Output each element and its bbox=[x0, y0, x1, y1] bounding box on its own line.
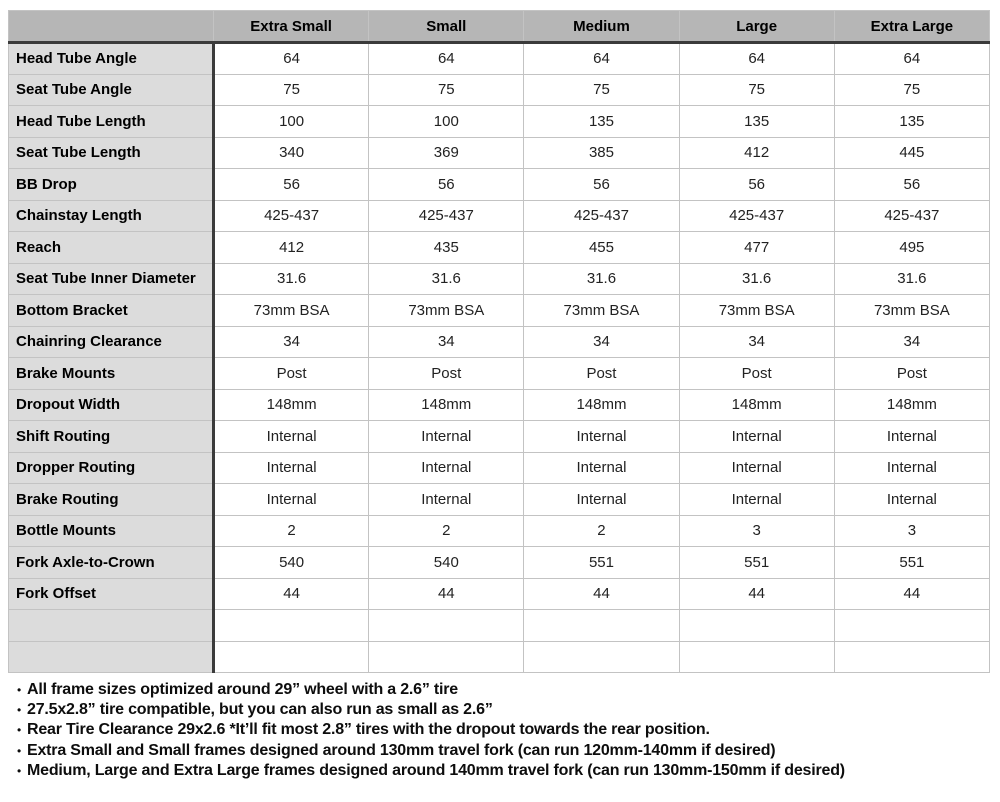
cell-value: 44 bbox=[214, 578, 369, 610]
cell-value: Internal bbox=[679, 421, 834, 453]
cell-value: Post bbox=[214, 358, 369, 390]
cell-value: 477 bbox=[679, 232, 834, 264]
cell-value: Internal bbox=[524, 421, 679, 453]
cell-value: 31.6 bbox=[834, 263, 989, 295]
cell-value bbox=[214, 641, 369, 673]
note-item bbox=[9, 700, 991, 720]
cell-value: Internal bbox=[369, 421, 524, 453]
cell-value: 445 bbox=[834, 137, 989, 169]
geometry-table bbox=[8, 10, 990, 673]
cell-value: Internal bbox=[524, 484, 679, 516]
cell-value: 135 bbox=[524, 106, 679, 138]
cell-value: 369 bbox=[369, 137, 524, 169]
cell-value: 34 bbox=[524, 326, 679, 358]
cell-value: 44 bbox=[679, 578, 834, 610]
cell-value: Post bbox=[679, 358, 834, 390]
cell-value: Internal bbox=[834, 452, 989, 484]
cell-value: 3 bbox=[834, 515, 989, 547]
cell-value: Post bbox=[834, 358, 989, 390]
cell-value: 31.6 bbox=[524, 263, 679, 295]
cell-value: 425-437 bbox=[369, 200, 524, 232]
cell-value: 135 bbox=[834, 106, 989, 138]
cell-value: 425-437 bbox=[834, 200, 989, 232]
note-text: All frame sizes optimized around 29” wheel with a 2.6” tire bbox=[27, 681, 458, 698]
cell-value: 75 bbox=[214, 74, 369, 106]
cell-value: Internal bbox=[214, 421, 369, 453]
table-row bbox=[9, 452, 990, 484]
cell-value: Internal bbox=[369, 484, 524, 516]
cell-value: Post bbox=[369, 358, 524, 390]
cell-value: 435 bbox=[369, 232, 524, 264]
row-label: Brake Mounts bbox=[9, 358, 214, 390]
cell-value: 412 bbox=[679, 137, 834, 169]
cell-value: Post bbox=[524, 358, 679, 390]
table-body bbox=[9, 43, 990, 673]
row-label: Dropper Routing bbox=[9, 452, 214, 484]
cell-value: 64 bbox=[369, 43, 524, 75]
cell-value: Internal bbox=[214, 452, 369, 484]
cell-value: 75 bbox=[524, 74, 679, 106]
cell-value: 73mm BSA bbox=[679, 295, 834, 327]
row-label bbox=[9, 610, 214, 642]
cell-value: 100 bbox=[369, 106, 524, 138]
cell-value: 44 bbox=[834, 578, 989, 610]
cell-value: 56 bbox=[834, 169, 989, 201]
cell-value: 385 bbox=[524, 137, 679, 169]
cell-value: Internal bbox=[834, 421, 989, 453]
row-label: Bottle Mounts bbox=[9, 515, 214, 547]
cell-value: 73mm BSA bbox=[214, 295, 369, 327]
cell-value: 75 bbox=[679, 74, 834, 106]
row-label: Dropout Width bbox=[9, 389, 214, 421]
cell-value: 34 bbox=[834, 326, 989, 358]
cell-value: 75 bbox=[369, 74, 524, 106]
cell-value bbox=[524, 610, 679, 642]
table-row bbox=[9, 137, 990, 169]
bullet-icon: • bbox=[17, 703, 22, 718]
cell-value: 64 bbox=[214, 43, 369, 75]
size-column-header: Small bbox=[369, 11, 524, 43]
cell-value: 551 bbox=[524, 547, 679, 579]
cell-value bbox=[834, 641, 989, 673]
size-header-row bbox=[9, 11, 990, 43]
row-label bbox=[9, 641, 214, 673]
table-row bbox=[9, 515, 990, 547]
note-item bbox=[9, 680, 991, 700]
note-item bbox=[9, 720, 991, 740]
cell-value: 31.6 bbox=[214, 263, 369, 295]
cell-value bbox=[214, 610, 369, 642]
cell-value: 64 bbox=[679, 43, 834, 75]
cell-value: 2 bbox=[369, 515, 524, 547]
cell-value: 2 bbox=[524, 515, 679, 547]
cell-value bbox=[369, 641, 524, 673]
row-label: Bottom Bracket bbox=[9, 295, 214, 327]
bullet-icon: • bbox=[17, 683, 22, 697]
bullet-icon: • bbox=[17, 723, 22, 738]
notes-list bbox=[9, 680, 991, 781]
cell-value: 100 bbox=[214, 106, 369, 138]
cell-value: 425-437 bbox=[679, 200, 834, 232]
cell-value: 551 bbox=[834, 547, 989, 579]
cell-value bbox=[679, 641, 834, 673]
table-row bbox=[9, 169, 990, 201]
table-row bbox=[9, 200, 990, 232]
table-row bbox=[9, 484, 990, 516]
cell-value: 540 bbox=[214, 547, 369, 579]
row-label: Shift Routing bbox=[9, 421, 214, 453]
table-row bbox=[9, 578, 990, 610]
cell-value: 3 bbox=[679, 515, 834, 547]
row-label: Chainstay Length bbox=[9, 200, 214, 232]
cell-value: 64 bbox=[524, 43, 679, 75]
size-column-header: Large bbox=[679, 11, 834, 43]
cell-value: 73mm BSA bbox=[834, 295, 989, 327]
table-row bbox=[9, 389, 990, 421]
row-label: Chainring Clearance bbox=[9, 326, 214, 358]
table-row bbox=[9, 232, 990, 264]
table-row bbox=[9, 610, 990, 642]
cell-value: 551 bbox=[679, 547, 834, 579]
cell-value: 540 bbox=[369, 547, 524, 579]
cell-value: Internal bbox=[834, 484, 989, 516]
cell-value: 73mm BSA bbox=[369, 295, 524, 327]
cell-value: 44 bbox=[524, 578, 679, 610]
row-label: Fork Offset bbox=[9, 578, 214, 610]
table-row bbox=[9, 43, 990, 75]
row-label: Seat Tube Length bbox=[9, 137, 214, 169]
table-row bbox=[9, 547, 990, 579]
cell-value: 34 bbox=[369, 326, 524, 358]
cell-value: 56 bbox=[679, 169, 834, 201]
row-label: Seat Tube Angle bbox=[9, 74, 214, 106]
cell-value: Internal bbox=[679, 484, 834, 516]
cell-value: 412 bbox=[214, 232, 369, 264]
table-row bbox=[9, 358, 990, 390]
cell-value: 64 bbox=[834, 43, 989, 75]
cell-value bbox=[679, 610, 834, 642]
table-row bbox=[9, 295, 990, 327]
corner-cell bbox=[9, 11, 214, 43]
cell-value: 56 bbox=[214, 169, 369, 201]
cell-value: 31.6 bbox=[679, 263, 834, 295]
cell-value: 148mm bbox=[834, 389, 989, 421]
cell-value: 455 bbox=[524, 232, 679, 264]
cell-value: 56 bbox=[524, 169, 679, 201]
cell-value: Internal bbox=[679, 452, 834, 484]
cell-value: 44 bbox=[369, 578, 524, 610]
cell-value: 34 bbox=[214, 326, 369, 358]
geometry-table-container bbox=[8, 10, 990, 673]
cell-value: 340 bbox=[214, 137, 369, 169]
cell-value: 135 bbox=[679, 106, 834, 138]
cell-value: 425-437 bbox=[214, 200, 369, 232]
cell-value: 148mm bbox=[369, 389, 524, 421]
cell-value: 2 bbox=[214, 515, 369, 547]
row-label: Head Tube Length bbox=[9, 106, 214, 138]
table-row bbox=[9, 106, 990, 138]
row-label: Head Tube Angle bbox=[9, 43, 214, 75]
note-text: 27.5x2.8” tire compatible, but you can also run as small as 2.6” bbox=[27, 701, 493, 719]
cell-value bbox=[369, 610, 524, 642]
cell-value: Internal bbox=[524, 452, 679, 484]
cell-value: 75 bbox=[834, 74, 989, 106]
row-label: Seat Tube Inner Diameter bbox=[9, 263, 214, 295]
note-item bbox=[9, 761, 991, 781]
bullet-icon: • bbox=[17, 763, 22, 778]
table-row bbox=[9, 641, 990, 673]
note-text: Extra Small and Small frames designed around 130mm travel fork (can run 120mm-140mm if desired) bbox=[27, 741, 776, 759]
cell-value: 495 bbox=[834, 232, 989, 264]
table-row bbox=[9, 74, 990, 106]
row-label: Brake Routing bbox=[9, 484, 214, 516]
cell-value: 148mm bbox=[214, 389, 369, 421]
cell-value: Internal bbox=[369, 452, 524, 484]
table-row bbox=[9, 326, 990, 358]
size-column-header: Medium bbox=[524, 11, 679, 43]
size-column-header: Extra Large bbox=[834, 11, 989, 43]
note-item bbox=[9, 741, 991, 761]
cell-value bbox=[524, 641, 679, 673]
row-label: Reach bbox=[9, 232, 214, 264]
cell-value: 34 bbox=[679, 326, 834, 358]
row-label: BB Drop bbox=[9, 169, 214, 201]
cell-value: 56 bbox=[369, 169, 524, 201]
cell-value: 148mm bbox=[679, 389, 834, 421]
note-text: Rear Tire Clearance 29x2.6 *It’ll fit most 2.8” tires with the dropout towards the rear position. bbox=[27, 721, 710, 739]
cell-value bbox=[834, 610, 989, 642]
row-label: Fork Axle-to-Crown bbox=[9, 547, 214, 579]
note-text: Medium, Large and Extra Large frames designed around 140mm travel fork (can run 130mm-150mm if desired) bbox=[27, 761, 845, 779]
cell-value: 425-437 bbox=[524, 200, 679, 232]
size-column-header: Extra Small bbox=[214, 11, 369, 43]
cell-value: Internal bbox=[214, 484, 369, 516]
table-row bbox=[9, 263, 990, 295]
bullet-icon: • bbox=[17, 743, 22, 758]
cell-value: 31.6 bbox=[369, 263, 524, 295]
cell-value: 148mm bbox=[524, 389, 679, 421]
cell-value: 73mm BSA bbox=[524, 295, 679, 327]
table-row bbox=[9, 421, 990, 453]
